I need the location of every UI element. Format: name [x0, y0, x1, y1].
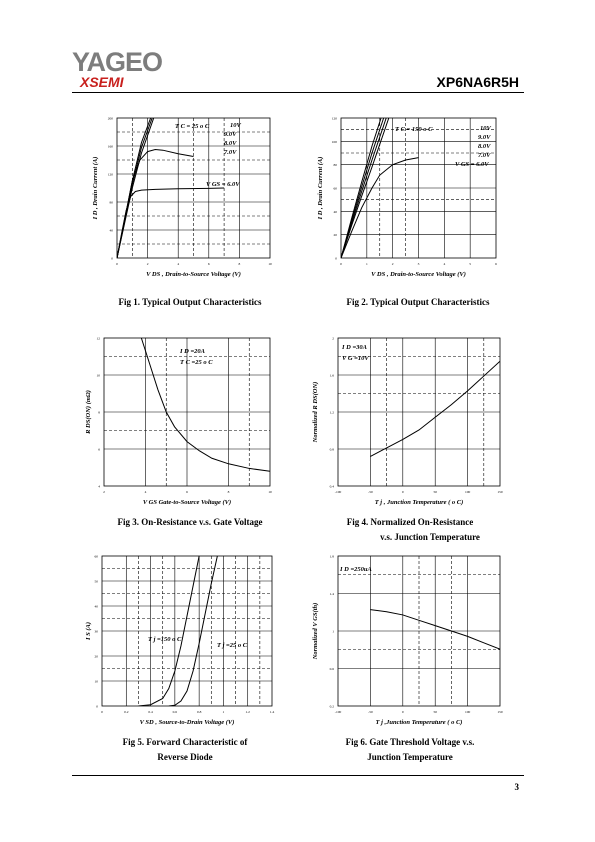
x-tick-label: 2: [103, 490, 105, 494]
y-axis-label: I D , Drain Current (A): [317, 156, 324, 220]
caption-fig1: Fig 1. Typical Output Characteristics: [118, 297, 262, 307]
x-tick-label: 0: [401, 710, 404, 714]
x-tick-label: 4: [177, 262, 180, 266]
y-tick-label: 10: [94, 679, 98, 684]
y-tick-label: 1.6: [329, 373, 334, 378]
y-tick-label: 120: [107, 172, 113, 177]
y-tick-label: 10: [96, 373, 100, 378]
chart-annotation: T C = 150 o C: [395, 126, 433, 133]
y-tick-label: 0.4: [329, 484, 334, 489]
x-tick-label: 1: [365, 262, 368, 266]
chart-annotation: 9.0V: [224, 131, 237, 138]
x-tick-label: 150: [497, 490, 503, 494]
x-tick-label: 0: [401, 490, 404, 494]
chart-annotation: 9.0V: [478, 134, 491, 141]
x-tick-label: 10: [268, 490, 272, 494]
chart-fig6-gate-threshold: [305, 550, 515, 730]
y-tick-label: 0: [335, 256, 337, 261]
chart-annotation: 7.0V: [478, 152, 491, 159]
y-tick-label: 100: [331, 139, 337, 144]
y-tick-label: 2: [332, 336, 334, 341]
y-tick-label: 12: [96, 336, 100, 341]
y-tick-label: 1.8: [329, 554, 334, 559]
y-tick-label: 6: [98, 447, 100, 452]
caption-fig3: Fig 3. On-Resistance v.s. Gate Voltage: [117, 517, 263, 527]
x-tick-label: 2: [146, 262, 149, 266]
caption-fig5-line1: Fig 5. Forward Characteristic of: [122, 737, 248, 747]
x-tick-label: 100: [464, 710, 471, 714]
x-tick-label: 4: [443, 262, 446, 266]
x-tick-label: 0.4: [148, 710, 153, 714]
y-tick-label: 0.2: [329, 704, 334, 709]
x-tick-label: 10: [268, 262, 272, 266]
x-tick-label: 50: [433, 490, 437, 494]
y-axis-label: Normalized R DS(ON): [312, 381, 319, 443]
x-axis-label: T j ,Junction Temperature ( o C): [375, 719, 463, 726]
x-tick-label: 3: [417, 262, 420, 266]
x-tick-label: 8: [227, 490, 230, 494]
x-tick-label: 6: [186, 490, 188, 494]
series-line-5: [341, 158, 419, 258]
chart-annotation: V GS = 6.0V: [455, 161, 489, 168]
x-tick-label: -50: [368, 490, 373, 494]
x-tick-label: 1: [222, 710, 225, 714]
y-tick-label: 40: [333, 209, 337, 214]
x-tick-label: 4: [144, 490, 147, 494]
y-tick-label: 1.4: [329, 592, 334, 596]
chart-annotation: 8.0V: [478, 143, 491, 150]
logo-brand: YAGEO: [72, 47, 163, 77]
x-axis-label: V DS , Drain-to-Source Voltage (V): [146, 271, 241, 278]
chart-annotation: V GS = 6.0V: [206, 181, 240, 188]
chart-annotation: 8.0V: [224, 140, 237, 147]
chart-annotation: 10V: [230, 122, 241, 129]
chart-annotation: I D =250uA: [340, 566, 372, 573]
y-tick-label: 0: [96, 704, 98, 709]
y-tick-label: 80: [333, 163, 337, 168]
chart-annotation: I D =30A: [342, 344, 368, 351]
yageo-logo: [72, 48, 182, 92]
caption-fig4-line2: v.s. Junction Temperature: [380, 532, 480, 542]
series-line-1: [141, 338, 270, 471]
y-tick-label: 80: [109, 200, 113, 205]
y-tick-label: 200: [107, 116, 113, 121]
x-tick-label: -100: [334, 490, 342, 494]
x-tick-label: 8: [238, 262, 241, 266]
chart-annotation: 7.0V: [224, 149, 237, 156]
x-tick-label: 5: [469, 262, 472, 266]
x-tick-label: 1.4: [269, 710, 275, 714]
series-line-5: [117, 188, 224, 258]
chart-annotation: V G =10V: [342, 355, 369, 362]
caption-fig2: Fig 2. Typical Output Characteristics: [346, 297, 490, 307]
caption-fig6-line2: Junction Temperature: [367, 752, 453, 762]
chart-fig2-output-characteristics-150c: [315, 110, 515, 285]
x-tick-label: 0: [340, 262, 342, 266]
chart-annotation: T C =25 o C: [180, 359, 213, 366]
y-tick-label: 20: [333, 233, 337, 238]
chart-fig4-normalized-on-resistance: [305, 330, 515, 510]
header-rule: [72, 92, 524, 93]
x-tick-label: 6: [495, 262, 497, 266]
y-tick-label: 40: [109, 228, 113, 233]
y-tick-label: 0: [111, 256, 113, 261]
x-tick-label: 0.2: [124, 710, 129, 714]
y-tick-label: 50: [94, 579, 98, 584]
chart-annotation: T j =150 o C: [148, 636, 182, 643]
y-tick-label: 1.2: [329, 410, 334, 415]
x-tick-label: 150: [497, 710, 503, 714]
x-tick-label: 6: [207, 262, 210, 266]
y-tick-label: 8: [98, 410, 100, 415]
y-tick-label: 20: [94, 654, 98, 659]
y-axis-label: Normalized V GS(th): [312, 602, 319, 660]
chart-fig3-on-resistance-vs-gate: [80, 330, 285, 510]
x-tick-label: -50: [368, 710, 373, 714]
x-tick-label: 0.8: [196, 710, 202, 714]
series-line-2: [117, 118, 152, 258]
footer-rule: [72, 775, 524, 776]
x-axis-label: V DS , Drain-to-Source Voltage (V): [371, 271, 466, 278]
chart-fig1-output-characteristics: [90, 110, 290, 285]
chart-fig5-forward-diode: [80, 550, 285, 730]
y-axis-label: I D , Drain Current (A): [92, 156, 99, 220]
x-axis-label: T j , Junction Temperature ( o C): [374, 499, 464, 506]
x-tick-label: 0.6: [172, 710, 178, 714]
logo-sub-brand: XSEMI: [80, 74, 124, 90]
y-tick-label: 4: [98, 484, 100, 489]
chart-annotation: T C = 25 o C: [175, 123, 210, 130]
x-tick-label: 0: [116, 262, 118, 266]
caption-fig5-line2: Reverse Diode: [157, 752, 213, 762]
x-tick-label: 0: [101, 710, 103, 714]
y-tick-label: 40: [94, 604, 98, 609]
x-tick-label: 1.2: [245, 710, 250, 714]
page-number: 3: [514, 782, 519, 792]
y-tick-label: 160: [107, 144, 113, 149]
chart-annotation: T j =25 o C: [217, 642, 248, 649]
chart-annotation: 10V: [480, 125, 491, 132]
y-tick-label: 120: [331, 116, 337, 121]
x-tick-label: -100: [334, 710, 342, 714]
y-tick-label: 0.8: [329, 447, 334, 452]
y-axis-label: R DS(ON) (mΩ): [85, 390, 92, 434]
y-tick-label: 60: [333, 186, 337, 191]
y-tick-label: 30: [94, 629, 98, 634]
x-tick-label: 2: [391, 262, 394, 266]
y-tick-label: 1: [332, 629, 334, 634]
y-axis-label: I S (A): [85, 621, 92, 641]
chart-annotation: I D =20A: [180, 348, 206, 355]
x-axis-label: V GS Gate-to-Source Voltage (V): [142, 499, 232, 506]
y-tick-label: 0.6: [329, 667, 334, 671]
x-tick-label: 100: [464, 490, 471, 494]
x-axis-label: V SD , Source-to-Drain Voltage (V): [139, 719, 235, 726]
caption-fig6-line1: Fig 6. Gate Threshold Voltage v.s.: [345, 737, 475, 747]
part-number: XP6NA6R5H: [436, 74, 519, 90]
series-line-3: [117, 118, 154, 258]
caption-fig4-line1: Fig 4. Normalized On-Resistance: [346, 517, 474, 527]
x-tick-label: 50: [433, 710, 437, 714]
y-tick-label: 60: [94, 554, 98, 559]
